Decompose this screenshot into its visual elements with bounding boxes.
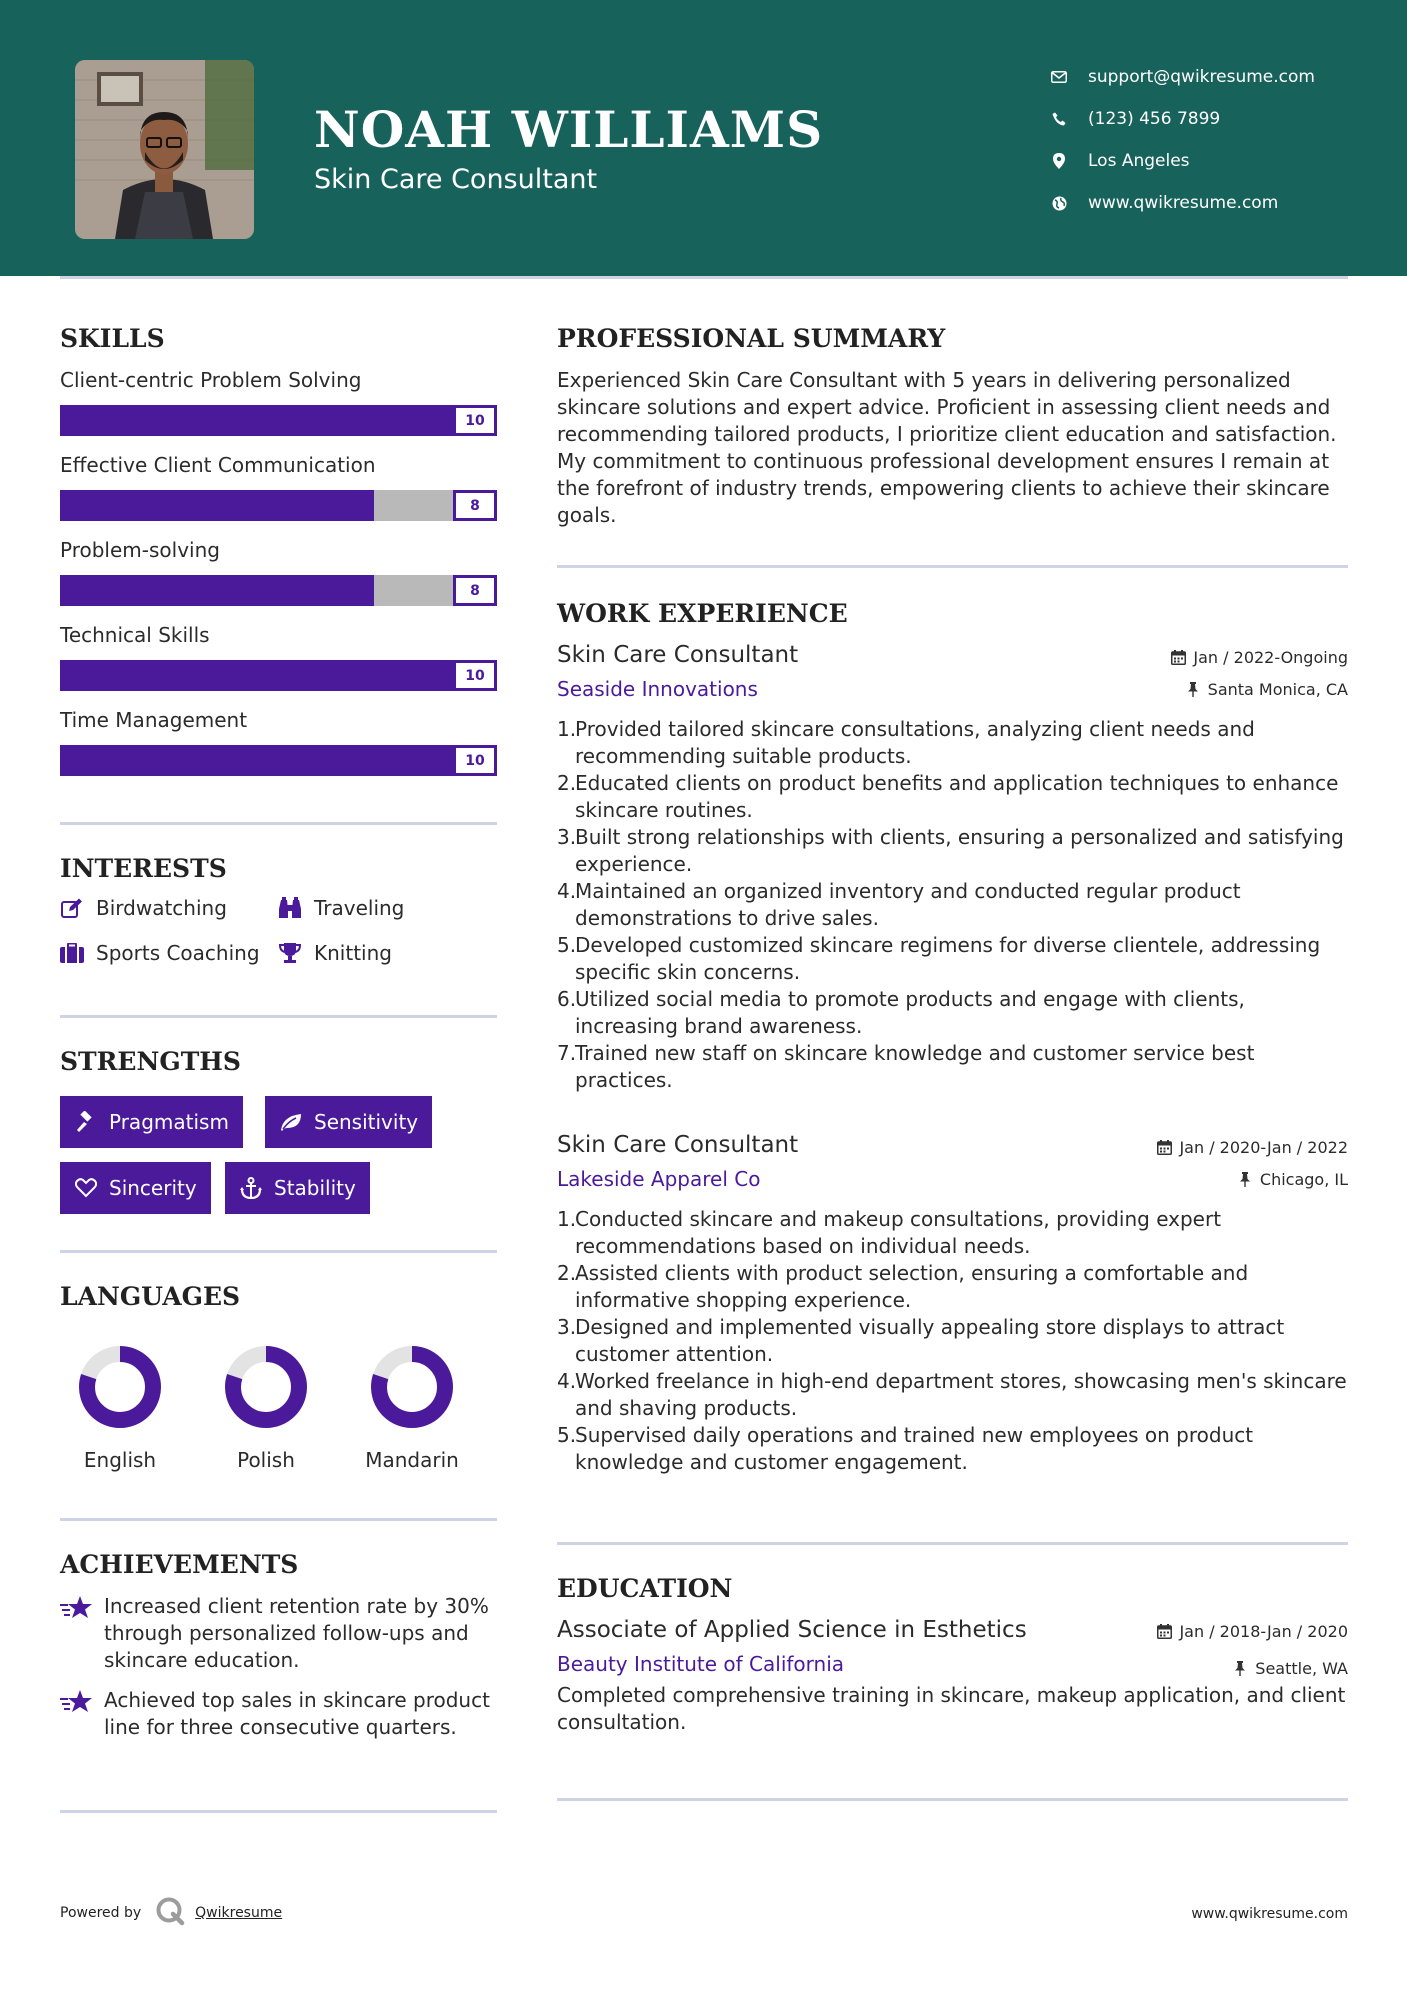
job-location [1237,1170,1348,1189]
skill-name: Technical Skills [60,623,210,647]
list-item: 1. Conducted skincare and makeup consultations, providing expert recommendations based on individual needs. [557,1207,1222,1258]
skill-name: Time Management [60,708,248,732]
strength-badge [60,1096,243,1148]
star-icon [60,1689,94,1741]
strength-badge [60,1162,211,1214]
skill-item [60,368,497,436]
experience-heading: WORK EXPERIENCE [557,599,848,628]
interest-label: Knitting [314,941,392,965]
calendar-icon [1156,1624,1172,1640]
skill-bar [60,490,497,521]
skill-item [60,538,497,606]
list-item: 5. Developed customized skincare regimens for diverse clientele, addressing specific skin concerns. [557,933,1321,984]
list-item: 3. Built strong relationships with clients, ensuring a personalized and satisfying experience. [557,825,1344,876]
skill-fill [60,745,453,776]
summary-text: Experienced Skin Care Consultant with 5 years in delivering personalized skincare solutions and expert advice. Proficient in assessing client needs and recommending tailored products, I prioritize client education and satisfaction. My commitment to continuous professional development ensures I remain at the forefront of industry trends, empowering clients to achieve their skincare goals. [557,368,1337,527]
section-divider [60,1518,497,1521]
achievement-item [60,1593,497,1674]
job-bullets [557,716,1348,1094]
calendar-icon [1170,650,1186,666]
job-location-text: Chicago, IL [1259,1170,1348,1189]
skill-name: Client-centric Problem Solving [60,368,362,392]
interest-label: Sports Coaching [96,941,260,965]
language-name: Polish [237,1448,295,1472]
skill-level: 10 [453,405,497,436]
leaf-icon [279,1110,303,1134]
job-title: Skin Care Consultant [557,1132,799,1158]
list-item: 5. Supervised daily operations and trained new employees on product knowledge and customer engagement. [557,1423,1254,1474]
skill-level: 8 [453,490,497,521]
skill-level: 8 [453,575,497,606]
star-icon [60,1595,94,1674]
skill-bar [60,405,497,436]
language-item [60,1342,180,1472]
footer-website[interactable]: www.qwikresume.com [1191,1906,1348,1922]
binoculars-icon [278,896,302,920]
list-item: 2. Assisted clients with product selection, ensuring a comfortable and informative shopping experience. [557,1261,1249,1312]
contact-website-text: www.qwikresume.com [1088,193,1279,213]
summary-heading: PROFESSIONAL SUMMARY [557,324,946,353]
anchor-icon [239,1176,263,1200]
pushpin-icon [1232,1661,1248,1677]
contact-location [1050,140,1315,182]
interest-item [60,941,260,965]
job-bullets [557,1206,1348,1476]
skill-level: 10 [453,660,497,691]
degree-title: Associate of Applied Science in Esthetics [557,1617,1027,1643]
skill-item [60,453,497,521]
candidate-title: Skin Care Consultant [314,164,598,195]
job-dates [1156,1138,1348,1157]
education-location-text: Seattle, WA [1255,1659,1348,1678]
section-divider [60,1250,497,1253]
section-divider [557,1798,1348,1801]
section-divider [557,565,1348,568]
pushpin-icon [1237,1172,1253,1188]
list-item: 3. Designed and implemented visually appealing store displays to attract customer attention. [557,1315,1285,1366]
section-divider [60,1015,497,1018]
skill-name: Effective Client Communication [60,453,376,477]
interest-item [60,896,227,920]
pencil-square-icon [60,896,84,920]
section-divider [60,1810,497,1813]
strength-label: Pragmatism [109,1110,229,1134]
skills-heading: SKILLS [60,324,165,353]
language-item [352,1342,472,1472]
achievement-text: Increased client retention rate by 30% through personalized follow-ups and skincare education. [104,1594,489,1672]
job-dates-text: Jan / 2020-Jan / 2022 [1179,1138,1348,1157]
interest-item [278,896,404,920]
briefcase-icon [60,941,84,965]
interest-label: Traveling [314,896,405,920]
list-item: 4. Worked freelance in high-end department stores, showcasing men's skincare and shaving products. [557,1369,1347,1420]
contact-email[interactable] [1050,56,1315,98]
language-item [206,1342,326,1472]
education-location [1232,1659,1348,1678]
strengths-heading: STRENGTHS [60,1047,241,1076]
contact-website[interactable] [1050,182,1315,224]
section-divider [60,822,497,825]
language-name: Mandarin [365,1448,459,1472]
job-entry [557,1132,1348,1476]
globe-icon [1050,194,1068,212]
strength-label: Stability [274,1176,356,1200]
language-proficiency-ring [367,1342,457,1432]
languages-heading: LANGUAGES [60,1282,241,1311]
qwikresume-logo-icon [155,1896,185,1930]
interest-item [278,941,392,965]
achievement-item [60,1687,497,1741]
skill-fill [60,405,453,436]
education-description: Completed comprehensive training in skincare, makeup application, and client consultation. [557,1683,1346,1734]
job-location [1185,680,1348,699]
skill-fill [60,575,374,606]
pushpin-icon [1185,682,1201,698]
heart-icon [74,1176,98,1200]
phone-icon [1050,110,1068,128]
list-item: 6. Utilized social media to promote products and engage with clients, increasing brand awareness. [557,987,1245,1038]
calendar-icon [1156,1140,1172,1156]
achievements-heading: ACHIEVEMENTS [60,1550,299,1579]
envelope-icon [1050,68,1068,86]
skill-fill [60,660,453,691]
strength-label: Sensitivity [314,1110,419,1134]
skill-level: 10 [453,745,497,776]
profile-photo [75,60,254,239]
education-dates [1156,1622,1348,1641]
job-title: Skin Care Consultant [557,642,799,668]
contact-list [1050,56,1315,224]
location-pin-icon [1050,152,1068,170]
job-location-text: Santa Monica, CA [1207,680,1348,699]
skill-name: Problem-solving [60,538,220,562]
qwikresume-link[interactable]: Qwikresume [195,1905,283,1921]
job-dates-text: Jan / 2022-Ongoing [1193,648,1348,667]
language-name: English [83,1448,157,1472]
contact-email-text: support@qwikresume.com [1088,67,1315,87]
candidate-name: NOAH WILLIAMS [314,100,824,159]
interests-heading: INTERESTS [60,854,227,883]
list-item: 1. Provided tailored skincare consultations, analyzing client needs and recommending suitable products. [557,717,1255,768]
job-dates [1170,648,1348,667]
job-company: Lakeside Apparel Co [557,1167,761,1191]
achievement-text: Achieved top sales in skincare product line for three consecutive quarters. [104,1688,490,1739]
resume-header [0,0,1407,276]
job-company: Seaside Innovations [557,677,758,701]
skill-bar [60,745,497,776]
education-heading: EDUCATION [557,1574,733,1603]
contact-location-text: Los Angeles [1088,151,1190,171]
strength-badge [225,1162,370,1214]
header-divider [60,276,1348,279]
skill-bar [60,660,497,691]
strength-badge [265,1096,432,1148]
school-name: Beauty Institute of California [557,1652,845,1676]
list-item: 2. Educated clients on product benefits and application techniques to enhance skincare routines. [557,771,1339,822]
job-entry [557,642,1348,1094]
trophy-icon [278,941,302,965]
language-proficiency-ring [221,1342,311,1432]
education-dates-text: Jan / 2018-Jan / 2020 [1179,1622,1348,1641]
skill-bar [60,575,497,606]
skill-fill [60,490,374,521]
gavel-icon [74,1110,98,1134]
skill-item [60,623,497,691]
contact-phone-text: (123) 456 7899 [1088,109,1221,129]
list-item: 7. Trained new staff on skincare knowledge and customer service best practices. [557,1041,1255,1092]
section-divider [557,1542,1348,1545]
footer-powered-by [60,1896,282,1930]
strength-label: Sincerity [109,1176,197,1200]
interest-label: Birdwatching [96,896,227,920]
skill-item [60,708,497,776]
language-proficiency-ring [75,1342,165,1432]
powered-by-text: Powered by [60,1905,142,1921]
contact-phone[interactable] [1050,98,1315,140]
list-item: 4. Maintained an organized inventory and conducted regular product demonstrations to drive sales. [557,879,1241,930]
education-entry [557,1617,1348,1736]
